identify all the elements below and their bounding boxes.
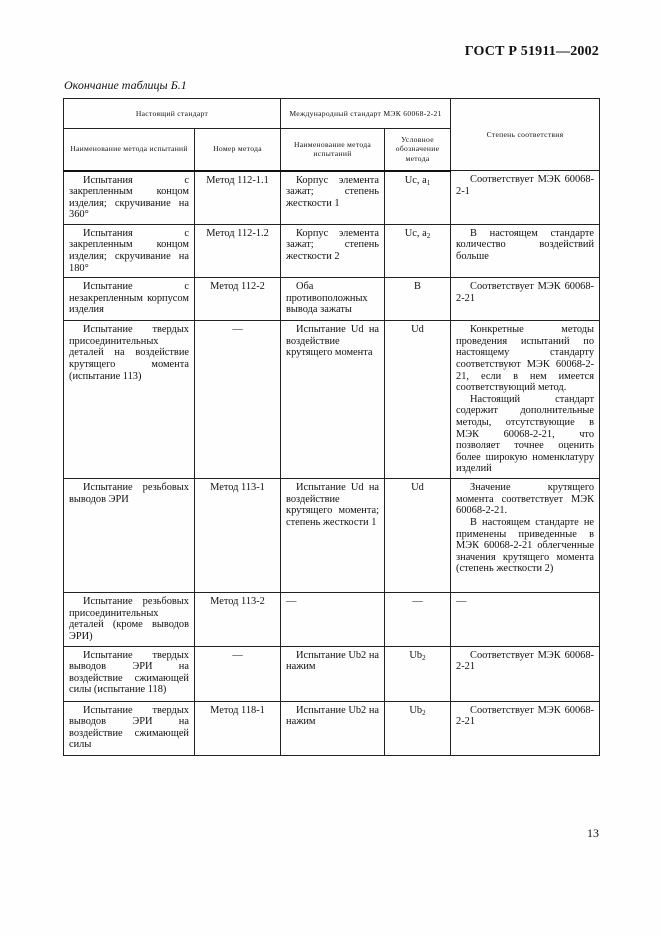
- degree-cell: [451, 593, 600, 646]
- intl-method-cell: Корпус элемента зажат; степень жесткости 1: [281, 171, 385, 225]
- method-symbol-cell: [385, 321, 451, 479]
- method-number-cell: Метод 113-2: [195, 593, 281, 646]
- method-name-cell: Испытание твердых выводов ЭРИ на воздействие сжимающей силы (испытание 118): [64, 646, 195, 701]
- table-row: [64, 321, 600, 479]
- symbol-subscript: 2: [422, 653, 426, 662]
- method-symbol-cell: [385, 646, 451, 701]
- degree-paragraph: —: [456, 596, 467, 608]
- table-row: [64, 278, 600, 321]
- table-row: [64, 224, 600, 277]
- degree-paragraph: Значение крутящего момента соответствует МЭК 60068-2-21.: [456, 482, 595, 517]
- method-number-cell: Метод 113-1: [195, 479, 281, 593]
- method-symbol-cell: [385, 278, 451, 321]
- symbol-main: B: [414, 281, 421, 293]
- header-method-symbol: Условное обозначение метода: [385, 129, 451, 171]
- degree-cell: [451, 701, 600, 755]
- degree-paragraph: В настоящем стандарте не применены приведенные в МЭК 60068-2-21 облегченные значения крутящего момента (степень жесткости 2): [456, 517, 595, 575]
- table-row: [64, 171, 600, 225]
- table-row: [64, 479, 600, 593]
- header-degree-of-conformity: Степень соответствия: [451, 99, 600, 171]
- symbol-main: Uc, a: [404, 174, 427, 186]
- symbol-main: Ud: [411, 482, 424, 494]
- symbol-subscript: 2: [426, 231, 431, 240]
- symbol-main: Ud: [411, 324, 424, 336]
- degree-cell: [451, 171, 600, 225]
- degree-cell: [451, 646, 600, 701]
- method-symbol-cell: [385, 224, 451, 277]
- symbol-main: Ub: [409, 704, 423, 716]
- degree-paragraph: Конкретные методы проведения испытаний по настоящему стандарту соответствуют МЭК 60068-2-21, если в нем имеется соответствующий метод.: [456, 324, 595, 394]
- standard-code: ГОСТ Р 51911—2002: [464, 44, 599, 59]
- symbol-main: —: [412, 596, 423, 608]
- comparison-table: [63, 98, 600, 756]
- symbol-main: Uc, a: [404, 227, 427, 239]
- method-number-cell: —: [195, 321, 281, 479]
- symbol-main: Ub: [409, 649, 423, 661]
- intl-method-cell: Испытание Ud на воздействие крутящего момента; степень жесткости 1: [281, 479, 385, 593]
- header-method-number: Номер метода: [195, 129, 281, 171]
- method-number-cell: Метод 118-1: [195, 701, 281, 755]
- intl-method-cell: —: [281, 593, 385, 646]
- degree-cell: [451, 278, 600, 321]
- method-name-cell: Испытание резьбовых выводов ЭРИ: [64, 479, 195, 593]
- method-number-cell: Метод 112-1.2: [195, 224, 281, 277]
- header-intl-method-name: Наименование метода испытаний: [281, 129, 385, 171]
- degree-cell: [451, 224, 600, 277]
- method-name-cell: Испытание резьбовых присоединительных деталей (кроме выводов ЭРИ): [64, 593, 195, 646]
- intl-method-cell: Испытание Ub2 на нажим: [281, 701, 385, 755]
- degree-paragraph: Соответствует МЭК 60068-2-21: [456, 649, 595, 673]
- method-name-cell: Испытания с закрепленным концом изделия; скручивание на 360°: [64, 171, 195, 225]
- intl-method-cell: Оба противоположных вывода зажаты: [281, 278, 385, 321]
- method-name-cell: Испытание твердых выводов ЭРИ на воздействие сжимающей силы: [64, 701, 195, 755]
- degree-paragraph: Соответствует МЭК 60068-2-21: [456, 704, 595, 728]
- degree-paragraph: В настоящем стандарте количество воздействий больше: [456, 227, 595, 263]
- intl-method-cell: Испытание Ud на воздействие крутящего момента: [281, 321, 385, 479]
- header-method-name: Наименование метода испытаний: [64, 129, 195, 171]
- degree-cell: [451, 321, 600, 479]
- degree-paragraph: Соответствует МЭК 60068-2-1: [456, 174, 595, 197]
- table-row: [64, 701, 600, 755]
- header-international-standard: Международный стандарт МЭК 60068-2-21: [281, 99, 451, 129]
- symbol-subscript: 2: [422, 708, 426, 717]
- method-symbol-cell: [385, 593, 451, 646]
- table-caption: Окончание таблицы Б.1: [64, 78, 187, 92]
- table-row: [64, 646, 600, 701]
- page-number: 13: [587, 826, 599, 840]
- table-body: [64, 171, 600, 756]
- intl-method-cell: Испытание Ub2 на нажим: [281, 646, 385, 701]
- intl-method-cell: Корпус элемента зажат; степень жесткости 2: [281, 224, 385, 277]
- method-number-cell: Метод 112-1.1: [195, 171, 281, 225]
- method-number-cell: Метод 112-2: [195, 278, 281, 321]
- symbol-subscript: 1: [426, 178, 431, 187]
- degree-paragraph: Соответствует МЭК 60068-2-21: [456, 281, 595, 304]
- degree-cell: [451, 479, 600, 593]
- method-name-cell: Испытание твердых присоединительных деталей на воздействие крутящего момента (испытание 113): [64, 321, 195, 479]
- method-symbol-cell: [385, 479, 451, 593]
- degree-paragraph: Настоящий стандарт содержит дополнительные методы, отсутствующие в МЭК 60068-2-21, что позволяет точнее оценить более широкую номенклатуру изделий: [456, 393, 595, 475]
- header-national-standard: Настоящий стандарт: [64, 99, 281, 129]
- method-symbol-cell: [385, 701, 451, 755]
- method-symbol-cell: [385, 171, 451, 225]
- method-number-cell: —: [195, 646, 281, 701]
- method-name-cell: Испытания с закрепленным концом изделия; скручивание на 180°: [64, 224, 195, 277]
- table-row: [64, 593, 600, 646]
- method-name-cell: Испытание с незакрепленным корпусом изделия: [64, 278, 195, 321]
